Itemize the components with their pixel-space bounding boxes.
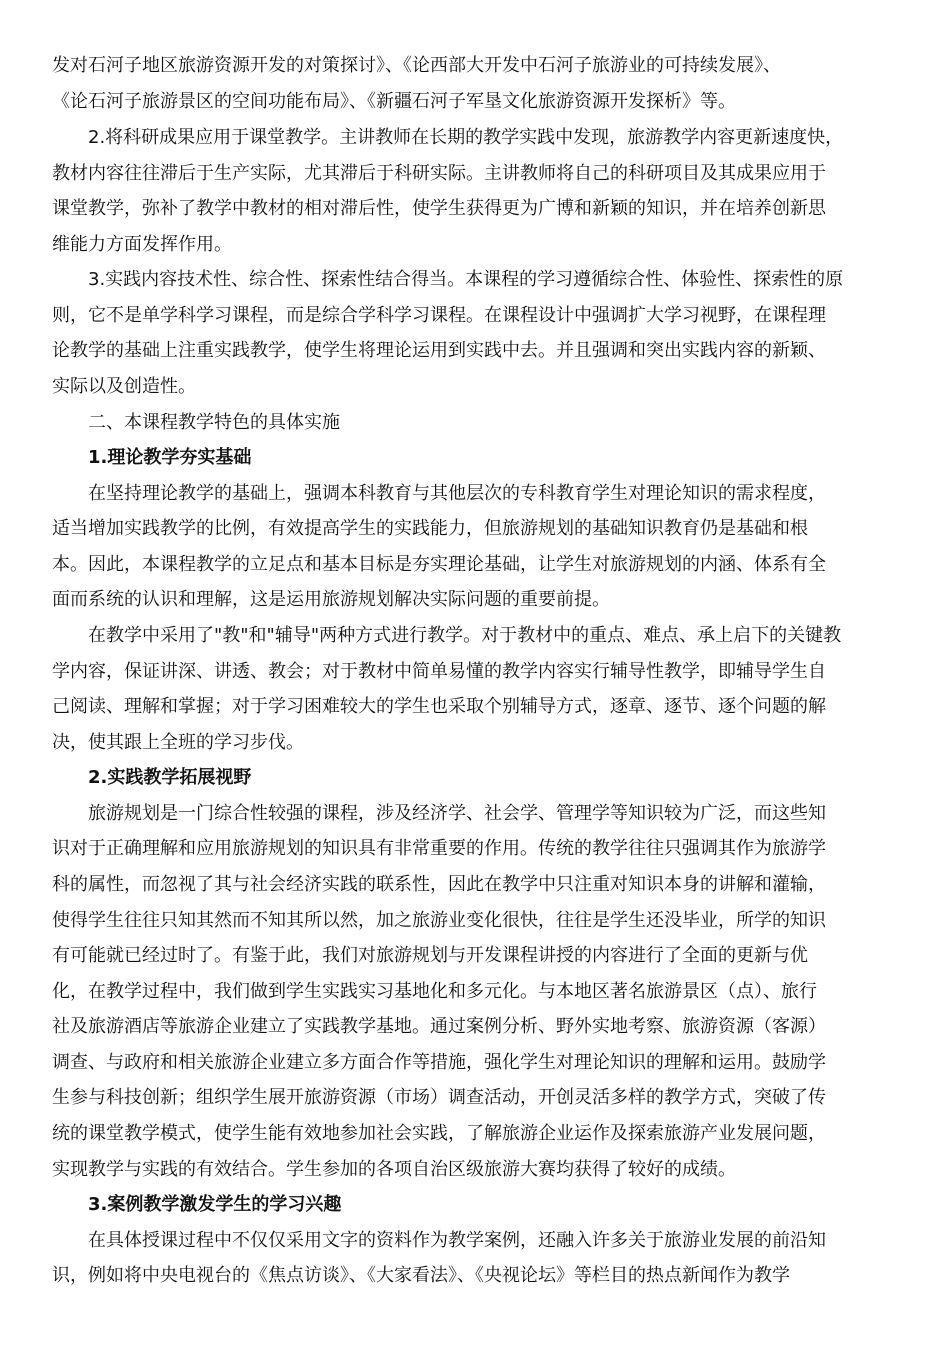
section-heading: 二、本课程教学特色的具体实施: [88, 412, 340, 433]
text-line: 维能力方面发挥作用。: [52, 234, 232, 255]
text-line: 面而系统的认识和理解，这是运用旅游规划解决实际问题的重要前提。: [52, 589, 610, 610]
text-line: 识对于正确理解和应用旅游规划的知识具有非常重要的作用。传统的教学往往只强调其作为旅游学: [52, 838, 826, 859]
text-line: 识，例如将中央电视台的《焦点访谈》、《大家看法》、《央视论坛》等栏目的热点新闻作为教学: [52, 1265, 790, 1286]
text-line: 课堂教学，弥补了教学中教材的相对滞后性，使学生获得更为广博和新颖的知识，并在培养创新思: [52, 198, 826, 219]
text-line: 调查、与政府和相关旅游企业建立多方面合作等措施，强化学生对理论知识的理解和运用。鼓励学: [52, 1052, 826, 1073]
text-line: 《论石河子旅游景区的空间功能布局》、《新疆石河子军垦文化旅游资源开发探析》等。: [52, 91, 736, 112]
text-line: 在具体授课过程中不仅仅采用文字的资料作为教学案例，还融入许多关于旅游业发展的前沿知: [88, 1230, 826, 1251]
subsection-heading: 2.实践教学拓展视野: [88, 767, 252, 788]
text-line: 适当增加实践教学的比例，有效提高学生的实践能力，但旅游规划的基础知识教育仍是基础和根: [52, 518, 808, 539]
text-line: 在教学中采用了"教"和"辅导"两种方式进行教学。对于教材中的重点、难点、承上启下的关键教: [88, 625, 842, 646]
text-line: 科的属性，而忽视了其与社会经济实践的联系性，因此在教学中只注重对知识本身的讲解和灌输，: [52, 874, 826, 895]
text-line: 化，在教学过程中，我们做到学生实践实习基地化和多元化。与本地区著名旅游景区（点）、旅行: [52, 981, 817, 1002]
text-line: 决，使其跟上全班的学习步伐。: [52, 732, 304, 753]
text-line: 发对石河子地区旅游资源开发的对策探讨》、《论西部大开发中石河子旅游业的可持续发展》、: [52, 55, 781, 76]
text-line: 使得学生往往只知其然而不知其所以然，加之旅游业变化很快，往往是学生还没毕业，所学的知识: [52, 910, 826, 931]
text-line: 统的课堂教学模式，使学生能有效地参加社会实践，了解旅游企业运作及探索旅游产业发展问题，: [52, 1123, 826, 1144]
text-line: 3.实践内容技术性、综合性、探索性结合得当。本课程的学习遵循综合性、体验性、探索性的原: [88, 269, 844, 290]
text-line: 本。因此，本课程教学的立足点和基本目标是夯实理论基础，让学生对旅游规划的内涵、体系有全: [52, 554, 826, 575]
text-line: 实际以及创造性。: [52, 376, 196, 397]
subsection-heading: 3.案例教学激发学生的学习兴趣: [88, 1194, 342, 1215]
text-line: 生参与科技创新；组织学生展开旅游资源（市场）调查活动，开创灵活多样的教学方式，突破了传: [52, 1087, 826, 1108]
text-line: 社及旅游酒店等旅游企业建立了实践教学基地。通过案例分析、野外实地考察、旅游资源（客源）: [52, 1016, 826, 1037]
text-line: 己阅读、理解和掌握；对于学习困难较大的学生也采取个别辅导方式，逐章、逐节、逐个问题的解: [52, 696, 826, 717]
text-line: 2.将科研成果应用于课堂教学。主讲教师在长期的教学实践中发现，旅游教学内容更新速度快，: [88, 127, 844, 148]
text-line: 在坚持理论教学的基础上，强调本科教育与其他层次的专科教育学生对理论知识的需求程度，: [88, 483, 826, 504]
text-line: 学内容，保证讲深、讲透、教会；对于教材中简单易懂的教学内容实行辅导性教学，即辅导学生自: [52, 661, 826, 682]
text-line: 有可能就已经过时了。有鉴于此，我们对旅游规划与开发课程讲授的内容进行了全面的更新与优: [52, 945, 808, 966]
subsection-heading: 1.理论教学夯实基础: [88, 447, 252, 468]
text-line: 旅游规划是一门综合性较强的课程，涉及经济学、社会学、管理学等知识较为广泛，而这些知: [88, 803, 826, 824]
text-line: 则，它不是单学科学习课程，而是综合学科学习课程。在课程设计中强调扩大学习视野，在课程理: [52, 305, 826, 326]
text-line: 实现教学与实践的有效结合。学生参加的各项自治区级旅游大赛均获得了较好的成绩。: [52, 1159, 736, 1180]
text-line: 教材内容往往滞后于生产实际，尤其滞后于科研实际。主讲教师将自己的科研项目及其成果应用于: [52, 163, 826, 184]
text-line: 论教学的基础上注重实践教学，使学生将理论运用到实践中去。并且强调和突出实践内容的新颖、: [52, 340, 826, 361]
